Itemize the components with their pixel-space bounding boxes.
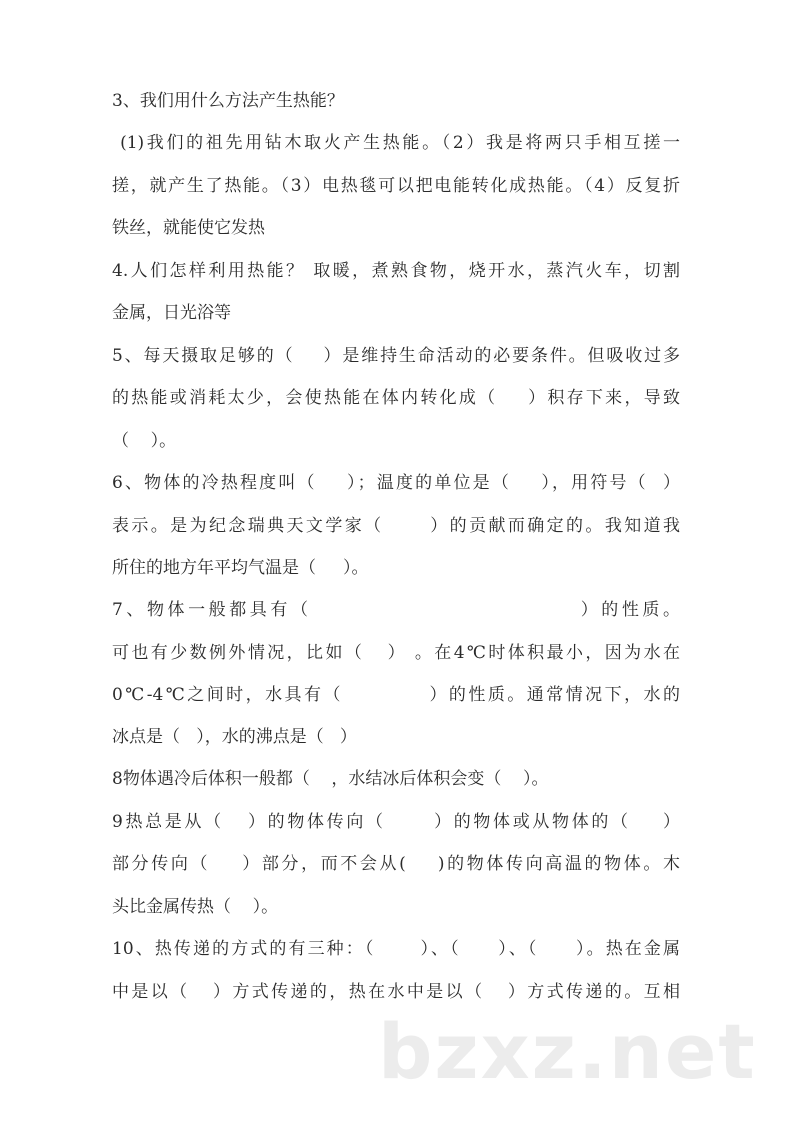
question-6-line: 表示。是为纪念瑞典天文学家（ ）的贡献而确定的。我知道我 [112,516,680,536]
question-3-title: 3、我们用什么方法产生热能？ [112,91,344,111]
question-5-line: （ ）。 [112,431,177,451]
question-3-answer-line: (1)我们的祖先用钻木取火产生热能。（2）我是将两只手相互搓一 [112,133,680,153]
question-3-answer-line: 搓，就产生了热能。（3）电热毯可以把电能转化成热能。（4）反复折 [112,176,680,196]
question-7-line: 7、物体一般都具有（ ）的性质。 [112,600,680,620]
question-4-line: 金属，日光浴等 [112,303,231,323]
question-6-line: 6、物体的冷热程度叫（ ）；温度的单位是（ ），用符号（ ） [112,473,680,493]
question-4-line: 4.人们怎样利用热能？ 取暖，煮熟食物，烧开水，蒸汽火车，切割 [112,261,680,281]
question-3-answer-line: 铁丝，就能使它发热 [112,218,265,238]
question-7-line: 可也有少数例外情况，比如（ ） 。在4℃时体积最小，因为水在 [112,643,680,663]
question-10-line: 中是以（ ）方式传递的，热在水中是以（ ）方式传递的。互相 [112,982,680,1002]
question-7-line: 冰点是（ ），水的沸点是（ ） [112,727,357,747]
question-9-line: 头比金属传热（ ）。 [112,897,279,917]
question-9-line: 9热总是从（ ）的物体传向（ ）的物体或从物体的（ ） [112,812,680,832]
question-9-line: 部分传向（ ）部分，而不会从( )的物体传向高温的物体。木 [112,854,680,874]
question-7-line: 0℃-4℃之间时，水具有（ ）的性质。通常情况下，水的 [112,685,680,705]
question-6-line: 所住的地方年平均气温是（ ）。 [112,558,369,578]
question-8-line: 8物体遇冷后体积一般都（ ，水结冰后体积会变（ ）。 [112,769,549,789]
question-10-line: 10、热传递的方式的有三种：（ ）、（ ）、（ ）。热在金属 [112,939,680,959]
watermark: bzxz.net [378,1007,757,1096]
question-5-line: 的热能或消耗太少，会使热能在体内转化成（ ）积存下来，导致 [112,388,680,408]
question-5-line: 5、每天摄取足够的（ ）是维持生命活动的必要条件。但吸收过多 [112,346,680,366]
